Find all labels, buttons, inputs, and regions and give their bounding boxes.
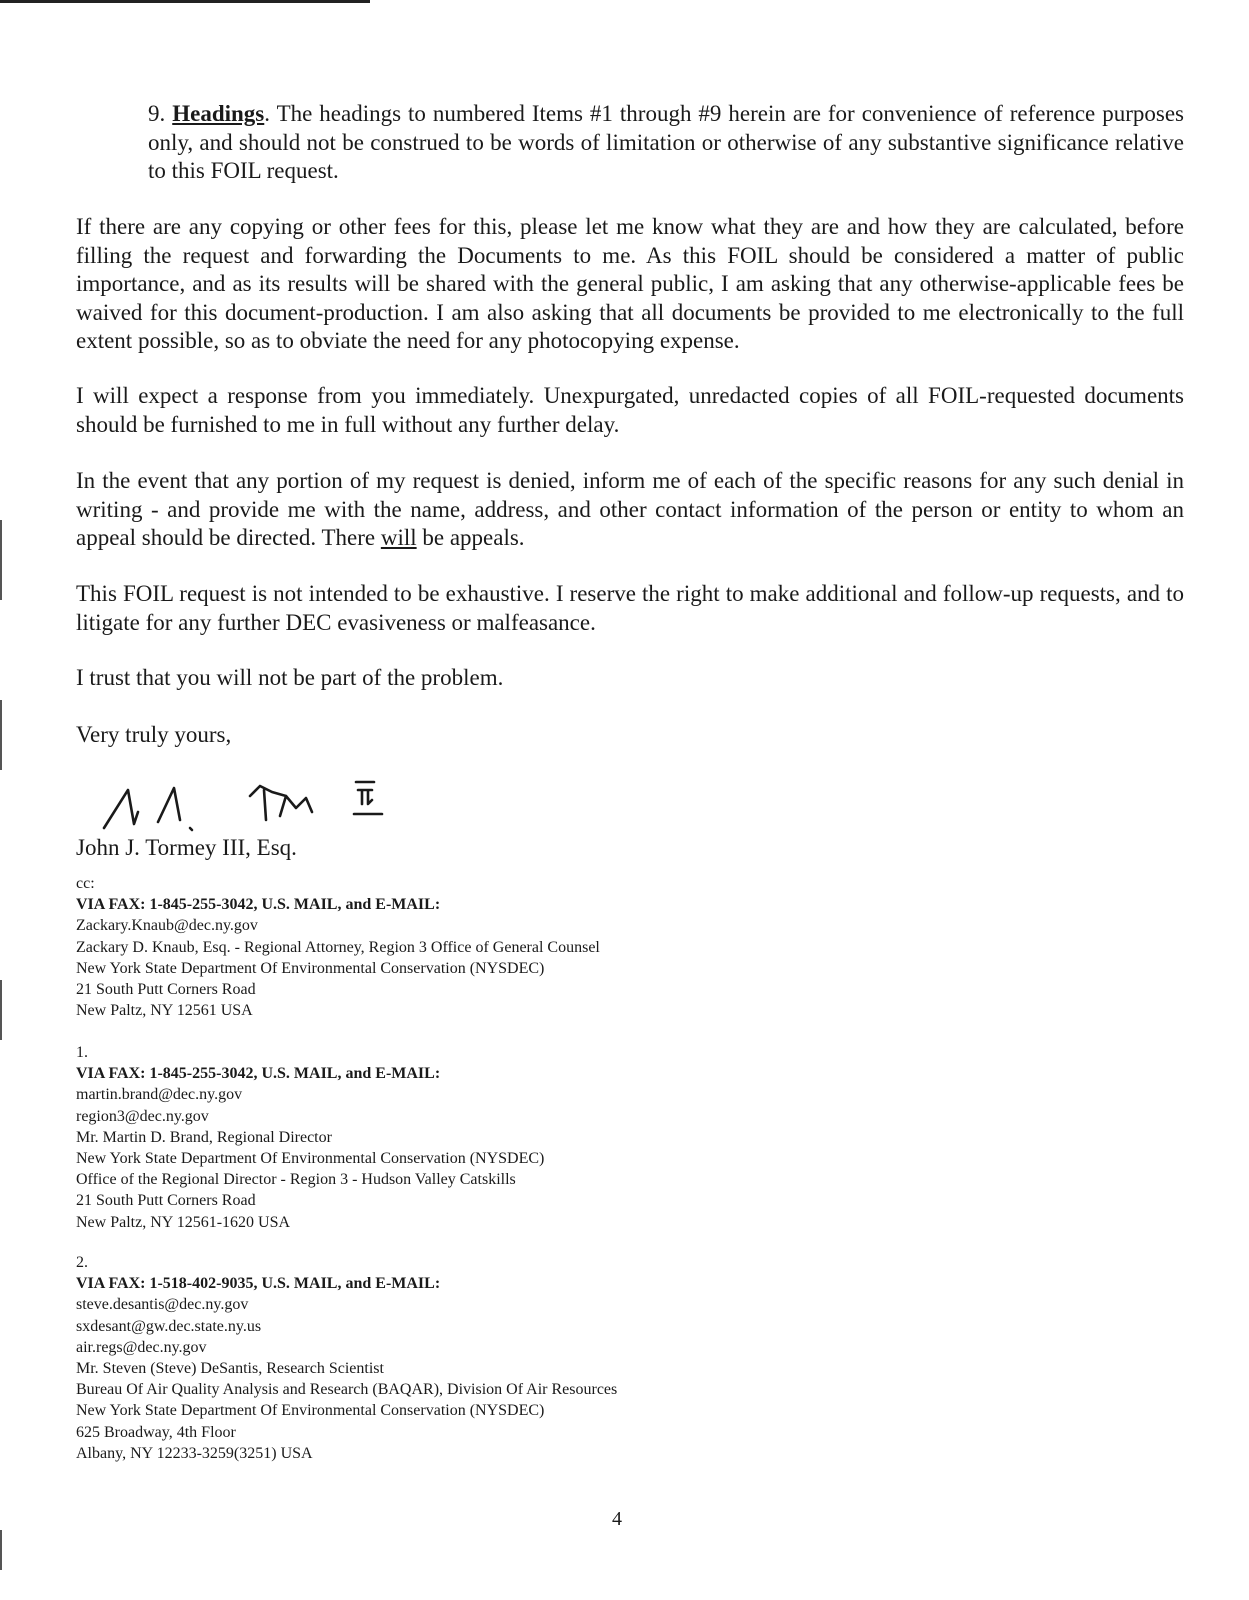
fees-paragraph: If there are any copying or other fees for this, please let me know what they are and how they are calculated, before filling the request and forwarding the Documents to me. As this FOIL should be considered a matter of public importance, and as its results will be shared with the general public, I am asking that any otherwise-applicable fees be waived for this document-production. I am also asking that all documents be provided to me electronically to the full extent possible, so as to obviate the need for any photocopying expense. (76, 214, 1184, 353)
recipient-agency: New York State Department Of Environmental Conservation (NYSDEC) (76, 1150, 545, 1168)
recipient-street: 21 South Putt Corners Road (76, 1192, 256, 1210)
recipient-email: region3@dec.ny.gov (76, 1107, 209, 1125)
trust-paragraph: I trust that you will not be part of the problem. (76, 665, 504, 690)
recipient-agency: New York State Department Of Environmental Conservation (NYSDEC) (76, 959, 545, 977)
handwritten-signature (100, 776, 400, 836)
response-paragraph: I will expect a response from you immediately. Unexpurgated, unredacted copies of all FOIL-requested documents should be furnished to me in full without any further delay. (76, 383, 1184, 437)
exhaustive-paragraph: This FOIL request is not intended to be exhaustive. I reserve the right to make additional and follow-up requests, and to litigate for any further DEC evasiveness or malfeasance. (76, 581, 1184, 635)
recipient-email: air.regs@dec.ny.gov (76, 1338, 207, 1356)
delivery-method: VIA FAX: 1-845-255-3042, U.S. MAIL, and E-MAIL: (76, 896, 441, 914)
denial-text-before: In the event that any portion of my request is denied, inform me of each of the specific reasons for any such denial in writing - and provide me with the name, address, and other contact information of the person or entity to whom an appeal should be directed. There (76, 468, 1184, 550)
scan-edge-mark (0, 1530, 2, 1570)
recipient-email: sxdesant@gw.dec.state.ny.us (76, 1317, 262, 1335)
recipient-name: Mr. Steven (Steve) DeSantis, Research Scientist (76, 1360, 384, 1378)
recipient-city: New Paltz, NY 12561 USA (76, 1002, 253, 1020)
recipient-block-1 (76, 1042, 796, 1233)
scan-edge-mark (0, 980, 2, 1040)
recipient-email: martin.brand@dec.ny.gov (76, 1086, 243, 1104)
recipient-name: Mr. Martin D. Brand, Regional Director (76, 1128, 332, 1146)
item-text: . The headings to numbered Items #1 through #9 herein are for convenience of reference purposes only, and should not be construed to be words of limitation or otherwise of any substantive significance relative to this FOIL request. (148, 101, 1184, 183)
recipient-office: Office of the Regional Director - Region 3 - Hudson Valley Catskills (76, 1171, 516, 1189)
recipient-city: New Paltz, NY 12561-1620 USA (76, 1213, 291, 1231)
recipient-street: 625 Broadway, 4th Floor (76, 1423, 236, 1441)
page-number: 4 (612, 1508, 622, 1530)
item-heading: Headings (172, 101, 265, 126)
recipient-division: Bureau Of Air Quality Analysis and Research (BAQAR), Division Of Air Resources (76, 1381, 618, 1399)
recipient-label: 2. (76, 1254, 88, 1271)
recipient-email: steve.desantis@dec.ny.gov (76, 1296, 249, 1314)
delivery-method: VIA FAX: 1-845-255-3042, U.S. MAIL, and E-MAIL: (76, 1065, 441, 1083)
scan-edge-line (0, 0, 370, 3)
item-9-headings (148, 100, 1184, 186)
recipient-label: cc: (76, 875, 95, 892)
denial-paragraph (76, 467, 1184, 553)
closing-salutation: Very truly yours, (76, 722, 232, 747)
recipient-street: 21 South Putt Corners Road (76, 981, 256, 999)
delivery-method: VIA FAX: 1-518-402-9035, U.S. MAIL, and E-MAIL: (76, 1275, 441, 1293)
scan-edge-mark (0, 520, 2, 600)
denial-emphasis: will (380, 525, 417, 550)
recipient-block-2 (76, 1252, 796, 1464)
scan-edge-mark (0, 700, 2, 770)
recipient-agency: New York State Department Of Environmental Conservation (NYSDEC) (76, 1402, 545, 1420)
recipient-label: 1. (76, 1044, 88, 1061)
recipient-email: Zackary.Knaub@dec.ny.gov (76, 917, 258, 935)
denial-text-after: be appeals. (416, 525, 525, 550)
recipient-block-cc (76, 873, 796, 1021)
signer-name: John J. Tormey III, Esq. (76, 835, 297, 860)
item-number: 9. (148, 101, 166, 126)
recipient-city: Albany, NY 12233-3259(3251) USA (76, 1444, 313, 1462)
recipient-name: Zackary D. Knaub, Esq. - Regional Attorney, Region 3 Office of General Counsel (76, 938, 600, 956)
